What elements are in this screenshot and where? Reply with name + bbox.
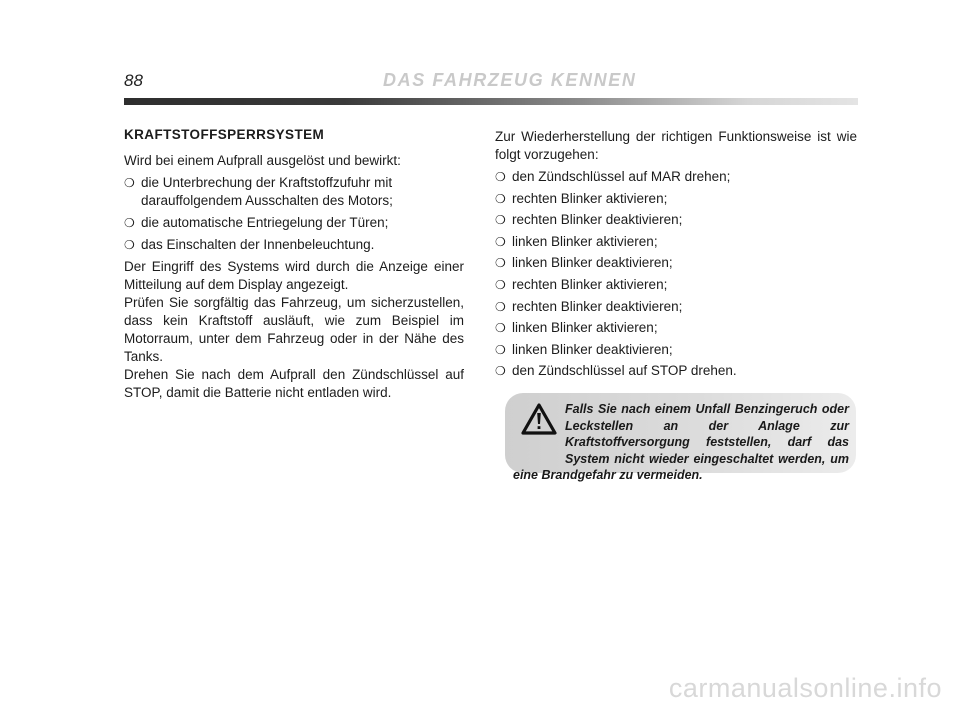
bullet-icon: ❍ bbox=[495, 342, 506, 357]
list-item-text: rechten Blinker deaktivieren; bbox=[512, 212, 683, 228]
list-item bbox=[495, 168, 857, 186]
list-item-text: rechten Blinker aktivieren; bbox=[512, 190, 668, 206]
list-item bbox=[495, 190, 857, 208]
list-item-text: linken Blinker deaktivieren; bbox=[512, 341, 673, 357]
paragraph: Drehen Sie nach dem Aufprall den Zündschlüssel auf STOP, damit die Batterie nicht entladen wird. bbox=[124, 367, 464, 400]
procedure-list bbox=[495, 168, 857, 380]
page-header-title: DAS FAHRZEUG KENNEN bbox=[383, 70, 637, 90]
bullet-icon: ❍ bbox=[495, 213, 506, 228]
list-item-text: linken Blinker deaktivieren; bbox=[512, 255, 673, 271]
list-item-text: rechten Blinker deaktivieren; bbox=[512, 298, 683, 314]
list-item bbox=[495, 362, 857, 380]
list-item-text: die automatische Entriegelung der Türen; bbox=[141, 215, 389, 230]
section-title: KRAFTSTOFFSPERRSYSTEM bbox=[124, 127, 325, 142]
bullet-icon: ❍ bbox=[495, 234, 506, 249]
warning-text: Falls Sie nach einem Unfall Benzingeruch oder Leckstellen an der Anlage zur Kraftstoffversorgung feststellen, darf das System nicht wieder eingeschaltet werden, um eine Brandgefahr zu vermeiden. bbox=[513, 402, 849, 482]
intro-text: Zur Wiederherstellung der richtigen Funktionsweise ist wie folgt vorzugehen: bbox=[495, 129, 857, 162]
bullet-icon: ❍ bbox=[495, 321, 506, 336]
list-item bbox=[495, 233, 857, 251]
left-column bbox=[124, 126, 464, 402]
bullet-icon: ❍ bbox=[124, 238, 135, 252]
page-number: 88 bbox=[124, 71, 143, 90]
warning-box bbox=[505, 393, 856, 482]
watermark: carmanualsonline.info bbox=[668, 673, 942, 703]
list-item-text: den Zündschlüssel auf MAR drehen; bbox=[512, 169, 731, 184]
list-item bbox=[495, 298, 857, 316]
header-rule bbox=[124, 98, 858, 105]
paragraph: Prüfen Sie sorgfältig das Fahrzeug, um sicherzustellen, dass kein Kraftstoff ausläuft, wie zum Beispiel im Motorraum, unter dem Fahrzeug oder in der Nähe des Tanks. bbox=[124, 295, 464, 364]
list-item bbox=[495, 254, 857, 272]
bullet-icon: ❍ bbox=[495, 277, 506, 292]
list-item bbox=[495, 211, 857, 229]
bullet-icon: ❍ bbox=[495, 364, 506, 379]
bullet-icon: ❍ bbox=[124, 216, 135, 230]
list-item bbox=[124, 174, 464, 210]
list-item-text: die Unterbrechung der Kraftstoffzufuhr mit darauffolgendem Ausschalten des Motors; bbox=[141, 175, 393, 208]
bullet-icon: ❍ bbox=[124, 176, 135, 190]
bullet-icon: ❍ bbox=[495, 299, 506, 314]
list-item-text: den Zündschlüssel auf STOP drehen. bbox=[512, 363, 737, 379]
intro-text: Wird bei einem Aufprall ausgelöst und bewirkt: bbox=[124, 153, 401, 168]
paragraph: Der Eingriff des Systems wird durch die Anzeige einer Mitteilung auf dem Display angezeigt. bbox=[124, 259, 464, 292]
list-item bbox=[124, 214, 464, 232]
list-item-text: linken Blinker aktivieren; bbox=[512, 320, 658, 336]
list-item-text: rechten Blinker aktivieren; bbox=[512, 276, 668, 292]
list-item bbox=[495, 276, 857, 294]
list-item-text: das Einschalten der Innenbeleuchtung. bbox=[141, 237, 375, 252]
bullet-icon: ❍ bbox=[495, 191, 506, 206]
list-item-text: linken Blinker aktivieren; bbox=[512, 233, 658, 249]
effects-list bbox=[124, 174, 464, 254]
list-item bbox=[124, 236, 464, 254]
bullet-icon: ❍ bbox=[495, 256, 506, 271]
list-item bbox=[495, 341, 857, 359]
list-item bbox=[495, 319, 857, 337]
bullet-icon: ❍ bbox=[495, 170, 506, 184]
right-column bbox=[495, 128, 857, 384]
